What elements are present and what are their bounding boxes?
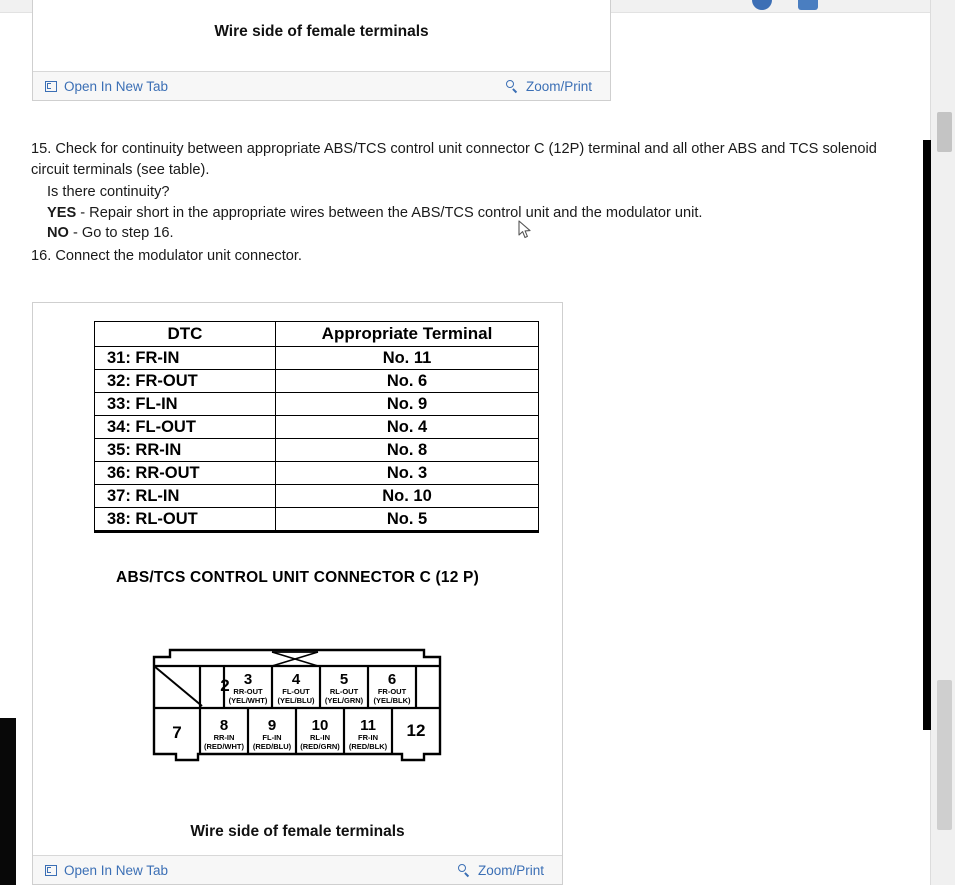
svg-text:RR-OUT: RR-OUT	[233, 687, 263, 696]
svg-text:7: 7	[172, 723, 182, 742]
svg-text:12: 12	[406, 721, 426, 740]
table-row	[95, 393, 539, 416]
svg-text:11: 11	[360, 717, 376, 734]
yes-text: - Repair short in the appropriate wires between the ABS/TCS control unit and the modulator unit.	[76, 204, 703, 221]
svg-text:8: 8	[219, 717, 229, 734]
open-in-new-tab-button-top[interactable]	[45, 79, 168, 94]
instruction-text-block	[31, 139, 901, 268]
svg-text:(YEL/GRN): (YEL/GRN)	[324, 696, 364, 705]
user-avatar-icon[interactable]	[752, 0, 772, 10]
cell-dtc: 36: RR-OUT	[95, 462, 276, 485]
cell-dtc: 35: RR-IN	[95, 439, 276, 462]
figure-panel-top	[32, 0, 611, 101]
svg-text:3: 3	[243, 671, 253, 688]
page-edge-shadow	[923, 140, 931, 530]
figure-bottom-caption: Wire side of female terminals	[190, 823, 405, 840]
svg-text:FL-OUT: FL-OUT	[282, 687, 310, 696]
figure-panel-bottom	[32, 302, 563, 885]
svg-text:(RED/BLU): (RED/BLU)	[252, 742, 292, 751]
cell-dtc: 32: FR-OUT	[95, 370, 276, 393]
svg-text:6: 6	[387, 671, 397, 688]
cell-terminal: No. 6	[276, 370, 539, 393]
svg-text:(RED/BLK): (RED/BLK)	[348, 742, 388, 751]
svg-text:FL-IN: FL-IN	[262, 733, 282, 742]
zoom-print-label: Zoom/Print	[525, 78, 592, 94]
cell-dtc: 37: RL-IN	[95, 485, 276, 508]
figure-bottom-footer	[33, 855, 562, 884]
yes-label: YES	[47, 204, 77, 221]
table-row	[95, 508, 539, 532]
connector-title: ABS/TCS CONTROL UNIT CONNECTOR C (12 P)	[116, 569, 479, 586]
scrollbar-thumb[interactable]	[937, 112, 952, 152]
table-row	[95, 439, 539, 462]
svg-text:RL-IN: RL-IN	[310, 733, 330, 742]
magnifier-icon	[458, 864, 471, 877]
table-row	[95, 416, 539, 439]
page-edge-shadow-lower	[923, 530, 931, 730]
vertical-scrollbar[interactable]	[930, 0, 955, 885]
table-row	[95, 485, 539, 508]
cell-terminal: No. 4	[276, 416, 539, 439]
zoom-print-button-top[interactable]	[506, 79, 598, 94]
svg-text:2: 2	[220, 676, 230, 695]
open-in-new-tab-label: Open In New Tab	[64, 862, 169, 878]
connector-diagram	[152, 648, 447, 773]
figure-top-caption: Wire side of female terminals	[214, 23, 429, 40]
cell-terminal: No. 8	[276, 439, 539, 462]
magnifier-icon	[506, 80, 519, 93]
svg-text:(RED/GRN): (RED/GRN)	[300, 742, 340, 751]
svg-text:RL-OUT: RL-OUT	[329, 687, 359, 696]
table-header-row	[95, 322, 539, 347]
left-edge-bar	[0, 718, 16, 885]
header-dtc: DTC	[95, 322, 276, 347]
open-in-new-tab-label: Open In New Tab	[64, 78, 169, 94]
cell-dtc: 38: RL-OUT	[95, 508, 276, 532]
cell-terminal: No. 10	[276, 485, 539, 508]
cell-dtc: 31: FR-IN	[95, 347, 276, 370]
external-window-icon	[45, 865, 57, 876]
no-text: - Go to step 16.	[68, 225, 174, 242]
dtc-terminal-table	[94, 321, 539, 533]
svg-text:FR-OUT: FR-OUT	[377, 687, 407, 696]
svg-text:4: 4	[291, 671, 301, 688]
open-in-new-tab-button-bottom[interactable]	[45, 863, 168, 878]
table-row	[95, 347, 539, 370]
no-label: NO	[47, 225, 69, 242]
comment-icon[interactable]	[798, 0, 818, 10]
svg-text:(YEL/BLK): (YEL/BLK)	[373, 696, 411, 705]
header-terminal: Appropriate Terminal	[276, 322, 539, 347]
svg-text:(YEL/WHT): (YEL/WHT)	[228, 696, 268, 705]
continuity-question: Is there continuity?	[47, 183, 170, 200]
step-16: 16. Connect the modulator unit connector.	[31, 248, 302, 265]
cell-terminal: No. 11	[276, 347, 539, 370]
external-window-icon	[45, 81, 57, 92]
table-row	[95, 370, 539, 393]
step-15: 15. Check for continuity between appropriate ABS/TCS control unit connector C (12P) terminal and all other ABS and TCS solenoid circuit terminals (see table).	[31, 141, 877, 178]
svg-text:9: 9	[267, 717, 277, 734]
svg-text:RR-IN: RR-IN	[213, 733, 235, 742]
cell-dtc: 34: FL-OUT	[95, 416, 276, 439]
yes-branch	[31, 203, 901, 224]
figure-top-footer	[33, 71, 610, 100]
no-branch	[31, 223, 901, 244]
cell-terminal: No. 5	[276, 508, 539, 532]
svg-text:FR-IN: FR-IN	[358, 733, 378, 742]
svg-text:(RED/WHT): (RED/WHT)	[204, 742, 244, 751]
cell-terminal: No. 3	[276, 462, 539, 485]
table-row	[95, 462, 539, 485]
svg-text:(YEL/BLU): (YEL/BLU)	[277, 696, 315, 705]
cell-terminal: No. 9	[276, 393, 539, 416]
cell-dtc: 33: FL-IN	[95, 393, 276, 416]
svg-text:5: 5	[339, 671, 349, 688]
zoom-print-label: Zoom/Print	[477, 862, 544, 878]
zoom-print-button-bottom[interactable]	[458, 863, 550, 878]
svg-text:10: 10	[311, 717, 329, 734]
scrollbar-thumb-secondary[interactable]	[937, 680, 952, 830]
